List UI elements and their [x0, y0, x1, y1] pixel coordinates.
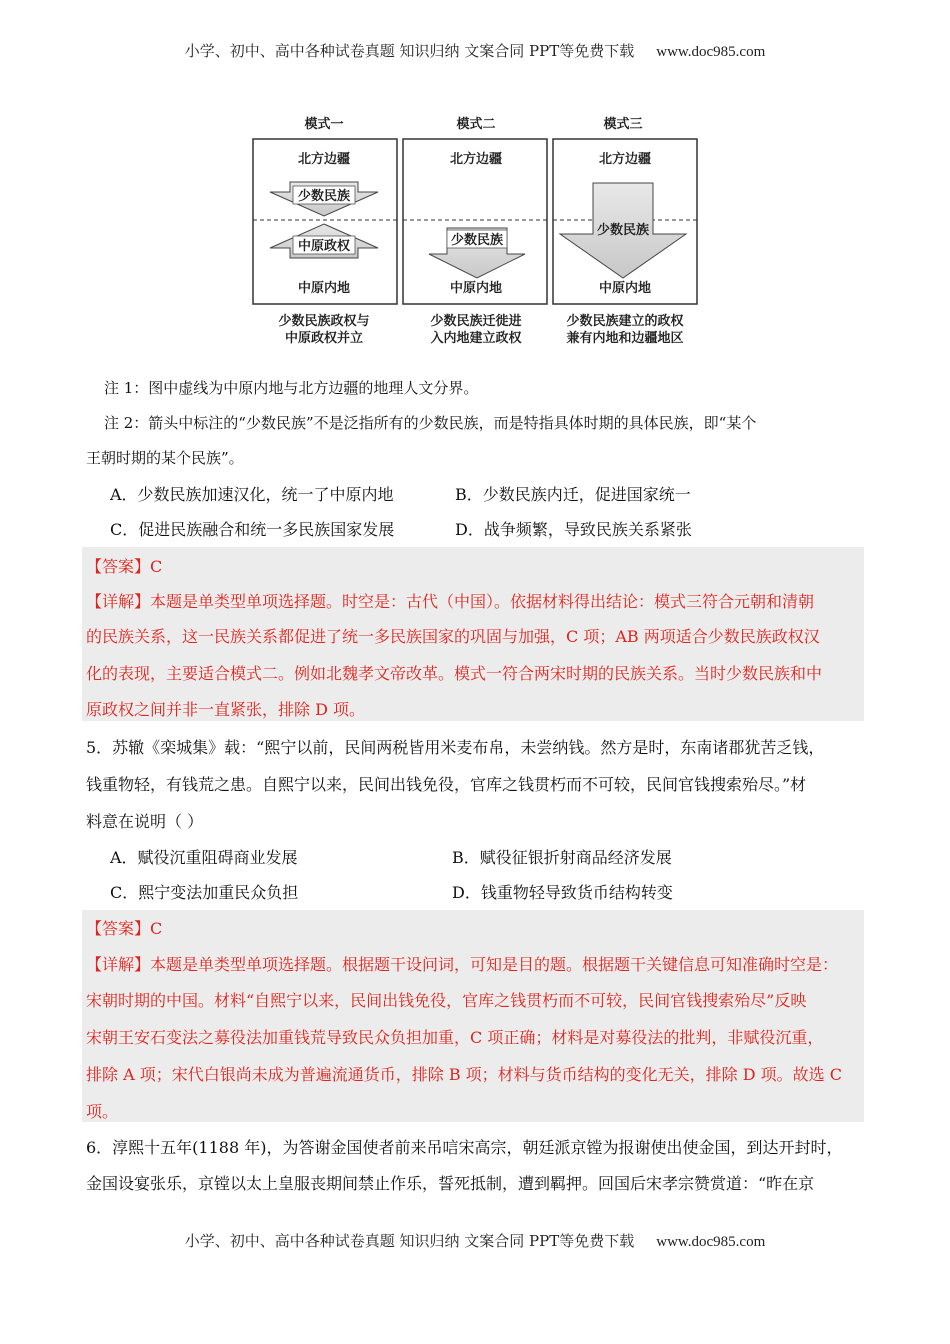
ethnic-relations-models-figure: [250, 108, 702, 358]
q6-stem-line1: 6．淳熙十五年(1188 年)，为答谢金国使者前来吊唁宋高宗，朝廷派京镗为报谢使出使金国，到达开封时，: [86, 1138, 843, 1157]
model3-caption-line1: 少数民族建立的政权: [566, 314, 684, 329]
model2-arrow-label: 少数民族: [450, 233, 504, 248]
model1-arrow-down-label: 少数民族: [297, 189, 351, 204]
q4-option-a: A．少数民族加速汉化，统一了中原内地: [110, 485, 394, 504]
figure-note-1: 注 1：图中虚线为中原内地与北方边疆的地理人文分界。: [104, 379, 479, 397]
header-site-link[interactable]: www.doc985.com: [656, 44, 766, 60]
model3-arrow-label: 少数民族: [596, 223, 650, 238]
footer-site-link[interactable]: www.doc985.com: [656, 1234, 766, 1250]
model3-title: 模式三: [603, 117, 643, 132]
model3-top-label: 北方边疆: [598, 152, 652, 167]
footer-title: 小学、初中、高中各种试卷真题 知识归纳 文案合同 PPT等免费下载: [184, 1232, 635, 1250]
q5-answer: 【答案】C: [86, 919, 163, 938]
model3-bottom-label: 中原内地: [598, 281, 652, 296]
q5-detail-line4: 排除 A 项；宋代白银尚未成为普遍流通货币，排除 B 项；材料与货币结构的变化无关，排除 D 项。故选 C: [86, 1065, 842, 1084]
q5-option-b: B．赋役征银折射商品经济发展: [452, 848, 672, 867]
q4-detail-line3: 化的表现，主要适合模式二。例如北魏孝文帝改革。模式一符合两宋时期的民族关系。当时少数民族和中: [86, 664, 823, 683]
q5-stem-line3: 料意在说明（ ）: [86, 812, 204, 831]
model2-top-label: 北方边疆: [449, 152, 503, 167]
q4-detail-line1: 【详解】本题是单类型单项选择题。时空是：古代（中国）。依据材料得出结论：模式三符合元朝和清朝: [86, 592, 815, 611]
model1-title: 模式一: [304, 117, 344, 132]
q4-answer: 【答案】C: [86, 557, 163, 576]
q5-option-a: A．赋役沉重阻碍商业发展: [110, 848, 298, 867]
q5-stem-line2: 钱重物轻，有钱荒之患。自熙宁以来，民间出钱免役，官库之钱贯朽而不可较，民间官钱搜索殆尽。”材: [86, 775, 807, 794]
model1-arrow-up-label: 中原政权: [297, 239, 351, 254]
model3-caption-line2: 兼有内地和边疆地区: [566, 331, 684, 346]
q5-detail-line5: 项。: [86, 1102, 119, 1121]
q4-option-d: D．战争频繁，导致民族关系紧张: [455, 520, 692, 539]
q5-detail-line1: 【详解】本题是单类型单项选择题。根据题干设问词，可知是目的题。根据题干关键信息可知准确时空是：: [86, 955, 839, 974]
header-title: 小学、初中、高中各种试卷真题 知识归纳 文案合同 PPT等免费下载: [184, 42, 635, 60]
model2-title: 模式二: [456, 117, 496, 132]
q5-detail-line2: 宋朝时期的中国。材料“自熙宁以来，民间出钱免役，官库之钱贯朽而不可较，民间官钱搜索殆尽”反映: [86, 991, 807, 1010]
model2-bottom-label: 中原内地: [449, 281, 503, 296]
model1-caption-line2: 中原政权并立: [284, 331, 364, 346]
q5-stem-line1: 5．苏辙《栾城集》载：“熙宁以前，民间两税皆用米麦布帛，未尝纳钱。然方是时，东南诸郡犹苦乏钱，: [86, 738, 825, 757]
q4-option-b: B．少数民族内迁，促进国家统一: [455, 485, 691, 504]
model2-caption-line2: 入内地建立政权: [430, 331, 522, 346]
q5-option-c: C．熙宁变法加重民众负担: [110, 883, 299, 902]
q4-detail-line4: 原政权之间并非一直紧张，排除 D 项。: [86, 700, 366, 719]
figure-note-2-line2: 王朝时期的某个民族”。: [86, 449, 244, 467]
figure-note-2-line1: 注 2：箭头中标注的“少数民族”不是泛指所有的少数民族，而是特指具体时期的具体民族，即“某个: [104, 414, 757, 432]
model1-bottom-label: 中原内地: [297, 281, 351, 296]
q5-option-d: D．钱重物轻导致货币结构转变: [452, 883, 673, 902]
q4-option-c: C．促进民族融合和统一多民族国家发展: [110, 520, 395, 539]
q5-detail-line3: 宋朝王安石变法之募役法加重钱荒导致民众负担加重，C 项正确；材料是对募役法的批判，非赋役沉重，: [86, 1028, 824, 1047]
model2-caption-line1: 少数民族迁徙进: [430, 314, 522, 329]
q4-detail-line2: 的民族关系，这一民族关系都促进了统一多民族国家的巩固与加强，C 项；AB 两项适合少数民族政权汉: [86, 627, 820, 646]
model1-top-label: 北方边疆: [297, 152, 351, 167]
page-header: [0, 40, 950, 61]
model1-caption-line1: 少数民族政权与: [278, 314, 370, 329]
q6-stem-line2: 金国设宴张乐，京镗以太上皇服丧期间禁止作乐，誓死抵制，遭到羁押。回国后宋孝宗赞赏道：“昨在京: [86, 1174, 815, 1193]
q5-answer-box: [82, 910, 864, 1122]
page-footer: [0, 1230, 950, 1251]
